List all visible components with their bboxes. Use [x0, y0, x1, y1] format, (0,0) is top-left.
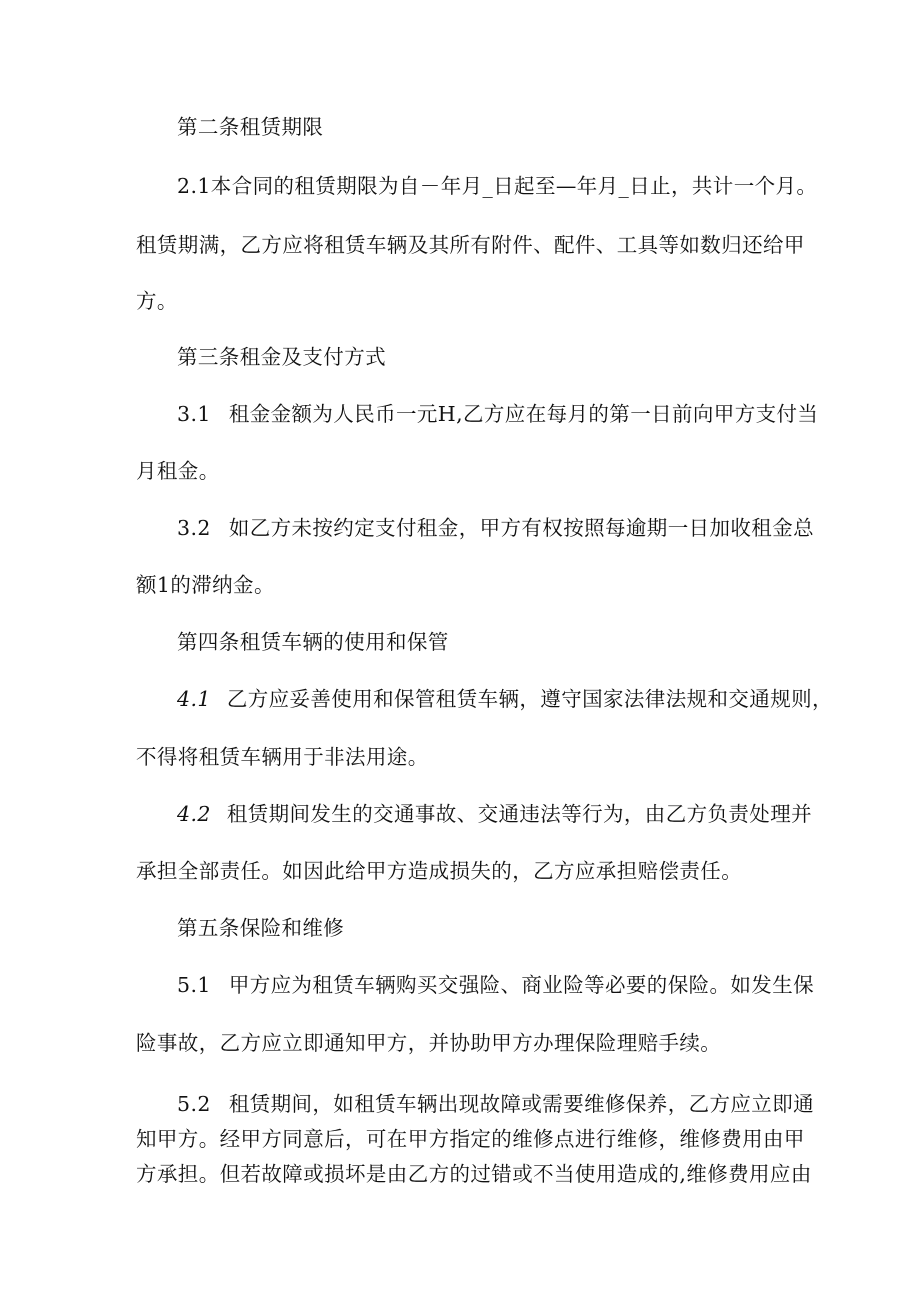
article-2-1-line-3: 方。: [136, 289, 178, 313]
article-4-2-line-1: [177, 800, 812, 828]
article-5-2-line-1: [177, 1090, 814, 1118]
clause-number-3-2: 3.2: [177, 516, 211, 540]
article-3-1-line-2: 月租金。: [136, 459, 220, 483]
article-5-1-line-2: 险事故，乙方应立即通知甲方，并协助甲方办理保险理赔手续。: [136, 1031, 722, 1055]
clause-number-4-2: 4.2: [177, 802, 211, 826]
clause-4-2-text: 租赁期间发生的交通事故、交通违法等行为，由乙方负责处理并: [226, 802, 813, 826]
clause-5-1-text: 甲方应为租赁车辆购买交强险、商业险等必要的保险。如发生保: [228, 973, 815, 997]
clause-4-1-text: 乙方应妥善使用和保管租赁车辆，遵守国家法律法规和交通规则，: [226, 687, 833, 711]
article-5-2-line-3: 方承担。但若故障或损坏是由乙方的过错或不当使用造成的,维修费用应由: [136, 1162, 812, 1186]
article-4-1-line-2: 不得将租赁车辆用于非法用途。: [136, 745, 429, 769]
article-5-heading: 第五条保险和维修: [177, 916, 345, 940]
article-2-heading: 第二条租赁期限: [177, 115, 324, 139]
article-3-heading: 第三条租金及支付方式: [177, 345, 386, 369]
clause-number-3-1: 3.1: [177, 402, 211, 426]
article-2-1-line-2: 租赁期满，乙方应将租赁车辆及其所有附件、配件、工具等如数归还给甲: [136, 233, 805, 257]
article-5-1-line-1: [177, 971, 814, 999]
clause-number-4-1: 4.1: [177, 687, 211, 711]
article-4-heading: 第四条租赁车辆的使用和保管: [177, 630, 449, 654]
article-4-2-line-2: 承担全部责任。如因此给甲方造成损失的，乙方应承担赔偿责任。: [136, 859, 743, 883]
clause-5-2-text: 租赁期间，如租赁车辆出现故障或需要维修保养，乙方应立即通: [228, 1092, 815, 1116]
clause-3-2-text: 如乙方未按约定支付租金，甲方有权按照每逾期一日加收租金总: [228, 516, 815, 540]
article-3-2-line-1: [177, 514, 814, 542]
article-2-1-line-1: 2.1本合同的租赁期限为自－年月_日起至—年月_日止，共计一个月。: [177, 174, 818, 198]
article-5-2-line-2: 知甲方。经甲方同意后，可在甲方指定的维修点进行维修，维修费用由甲: [136, 1127, 805, 1151]
article-3-2-line-2: 额1的滞纳金。: [136, 573, 275, 597]
clause-number-5-1: 5.1: [177, 973, 211, 997]
article-4-1-line-1: [177, 685, 833, 713]
clause-number-5-2: 5.2: [177, 1092, 211, 1116]
article-3-1-line-1: [177, 400, 818, 428]
clause-3-1-text: 租金金额为人民币一元H,乙方应在每月的第一日前向甲方支付当: [228, 402, 819, 426]
